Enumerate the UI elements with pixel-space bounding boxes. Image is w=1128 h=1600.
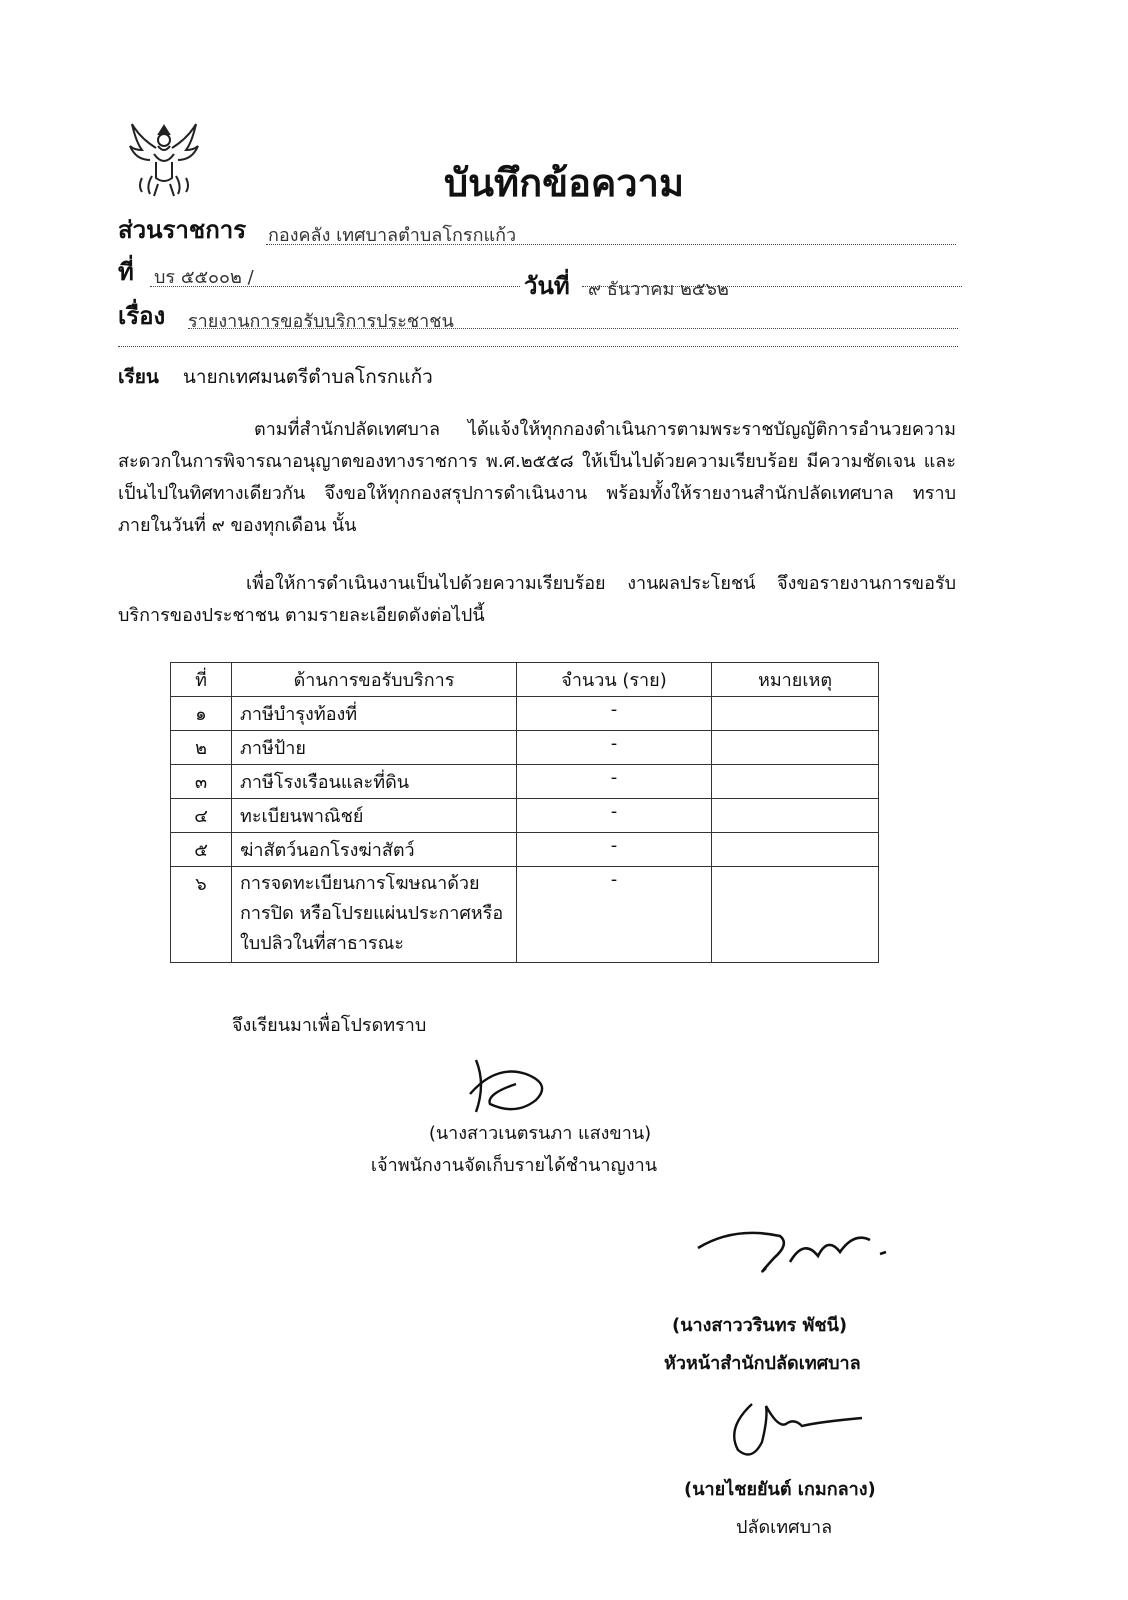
row-note: [712, 833, 879, 867]
signature-1-image: [456, 1054, 566, 1118]
date-value: ๙ ธันวาคม ๒๕๖๒: [588, 279, 729, 300]
salutation: [118, 362, 433, 392]
row-service: การจดทะเบียนการโฆษณาด้วยการปิด หรือโปรยแผ่นประกาศหรือใบปลิวในที่สาธารณะ: [232, 867, 517, 963]
service-table-wrapper: [170, 662, 879, 963]
table-header-row: [171, 663, 879, 697]
header-no: ที่: [171, 663, 232, 697]
row-service: ทะเบียนพาณิชย์: [232, 799, 517, 833]
row-service: ภาษีบำรุงท้องที่: [232, 697, 517, 731]
row-no: ๕: [171, 833, 232, 867]
signature-3-position: ปลัดเทศบาล: [736, 1517, 833, 1538]
row-no: ๒: [171, 731, 232, 765]
header-count: จำนวน (ราย): [517, 663, 712, 697]
row-note: [712, 765, 879, 799]
closing-text: จึงเรียนมาเพื่อโปรดทราบ: [232, 1015, 427, 1036]
row-service: ฆ่าสัตว์นอกโรงฆ่าสัตว์: [232, 833, 517, 867]
row-note: [712, 867, 879, 963]
signature-3-image: [722, 1398, 872, 1462]
salutation-label: เรียน: [118, 366, 159, 388]
row-count: -: [517, 799, 712, 833]
table-row: [171, 833, 879, 867]
row-service: ภาษีป้าย: [232, 731, 517, 765]
row-note: [712, 799, 879, 833]
row-service: ภาษีโรงเรือนและที่ดิน: [232, 765, 517, 799]
body-paragraph-2: เพื่อให้การดำเนินงานเป็นไปด้วยความเรียบร้อย งานผลประโยชน์ จึงขอรายงานการขอรับบริการของประชาชน ตามรายละเอียดดังต่อไปนี้: [118, 573, 956, 626]
table-row: [171, 765, 879, 799]
department-value: กองคลัง เทศบาลตำบลโกรกแก้ว: [268, 225, 517, 246]
memo-title: บันทึกข้อความ: [443, 160, 685, 205]
table-row: [171, 697, 879, 731]
department-label: ส่วนราชการ: [118, 216, 247, 244]
salutation-value: นายกเทศมนตรีตำบลโกรกแก้ว: [182, 366, 433, 388]
body-paragraph-1: ตามที่สำนักปลัดเทศบาล ได้แจ้งให้ทุกกองดำเนินการตามพระราชบัญญัติการอำนวยความสะดวกในการพิจารณาอนุญาตของทางราชการ พ.ศ.๒๕๕๘ ให้เป็นไปด้วยความเรียบร้อย มีความชัดเจน และเป็นไปในทิศทางเดียวกัน จึงขอให้ทุกกองสรุปการดำเนินงาน พร้อมทั้งให้รายงานสำนักปลัดเทศบาล ทราบ ภายในวันที่ ๙ ของทุกเดือน นั้น: [118, 419, 956, 536]
signature-1-name: (นางสาวเนตรนภา แสงขาน): [428, 1123, 652, 1144]
table-row: [171, 799, 879, 833]
table-row: [171, 731, 879, 765]
row-no: ๔: [171, 799, 232, 833]
row-no: ๑: [171, 697, 232, 731]
subject-row: [118, 296, 968, 352]
signature-2-name: (นางสาววรินทร พัชนี): [672, 1315, 848, 1336]
reference-row: [118, 252, 968, 300]
header-note: หมายเหตุ: [712, 663, 879, 697]
signature-2-image: [694, 1218, 904, 1278]
signature-2-position: หัวหน้าสำนักปลัดเทศบาล: [664, 1353, 861, 1374]
row-count: -: [517, 697, 712, 731]
row-no: ๓: [171, 765, 232, 799]
row-note: [712, 697, 879, 731]
department-row: [118, 210, 968, 248]
row-count: -: [517, 867, 712, 963]
row-no: ๖: [171, 867, 232, 963]
date-label: วันที่: [524, 272, 570, 300]
row-count: -: [517, 765, 712, 799]
subject-value: รายงานการขอรับบริการประชาชน: [188, 311, 454, 332]
header-service: ด้านการขอรับบริการ: [232, 663, 517, 697]
row-count: -: [517, 833, 712, 867]
signature-1-position: เจ้าพนักงานจัดเก็บรายได้ชำนาญงาน: [370, 1155, 658, 1176]
reference-value: บร ๕๕๐๐๒ /: [154, 267, 254, 288]
row-note: [712, 731, 879, 765]
subject-label: เรื่อง: [118, 302, 166, 330]
service-table: [170, 662, 879, 963]
signature-3-name: (นายไชยยันต์ เกมกลาง): [684, 1479, 876, 1500]
row-count: -: [517, 731, 712, 765]
table-row: [171, 867, 879, 963]
reference-label: ที่: [118, 258, 134, 286]
